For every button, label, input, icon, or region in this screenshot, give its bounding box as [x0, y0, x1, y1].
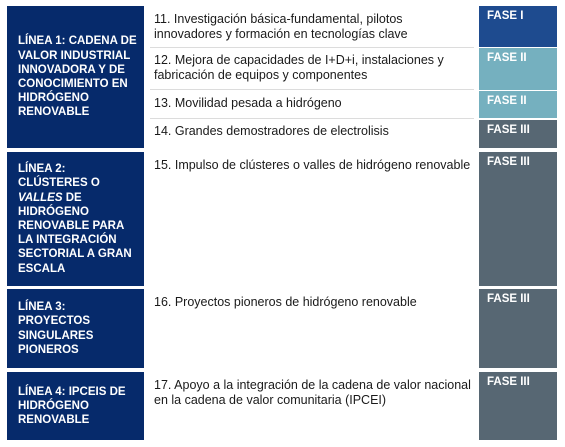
phase-badge-item-13: FASE II [479, 91, 557, 118]
line-1-box [7, 6, 144, 148]
phase-badge-item-17: FASE III [479, 372, 557, 440]
item-15: 15. Impulso de clústeres o valles de hidrógeno renovable [154, 158, 471, 172]
phase-badge-item-12: FASE II [479, 48, 557, 90]
line-3-title: LÍNEA 3: PROYECTOS SINGULARES PIONEROS [18, 301, 94, 356]
row-divider [150, 47, 474, 48]
item-16: 16. Proyectos pioneros de hidrógeno renovable [154, 295, 417, 309]
line-1-title: LÍNEA 1: CADENA DE VALOR INDUSTRIAL INNOVADORA Y DE CONOCIMIENTO EN HIDRÓGENO RENOVABLE [18, 35, 137, 119]
phase-badge-item-11: FASE I [479, 6, 557, 47]
phase-badge-item-15: FASE III [479, 152, 557, 286]
row-divider [150, 89, 474, 90]
phase-badge-item-16: FASE III [479, 289, 557, 368]
row-divider [150, 118, 474, 119]
line-4-title: LÍNEA 4: IPCEIS DE HIDRÓGENO RENOVABLE [18, 385, 126, 427]
line-2-title [18, 162, 138, 276]
line-2-box [7, 152, 144, 286]
line-2-title-prefix: LÍNEA 2: CLÚSTERES O [18, 163, 100, 190]
item-17: 17. Apoyo a la integración de la cadena de valor nacional en la cadena de valor comunitaria (IPCEI) [154, 378, 471, 407]
line-3-box [7, 289, 144, 368]
item-11: 11. Investigación básica-fundamental, pilotos innovadores y formación en tecnologías clave [154, 12, 408, 41]
item-13: 13. Movilidad pesada a hidrógeno [154, 96, 342, 110]
line-2-title-suffix: DE HIDRÓGENO RENOVABLE PARA LA INTEGRACIÓN SECTORIAL A GRAN ESCALA [18, 191, 132, 275]
item-14: 14. Grandes demostradores de electrolisis [154, 124, 389, 138]
item-12: 12. Mejora de capacidades de I+D+i, instalaciones y fabricación de equipos y componentes [154, 53, 444, 82]
phase-badge-item-14: FASE III [479, 120, 557, 148]
line-4-box [7, 372, 144, 440]
line-2-title-italic: VALLES [18, 191, 63, 204]
